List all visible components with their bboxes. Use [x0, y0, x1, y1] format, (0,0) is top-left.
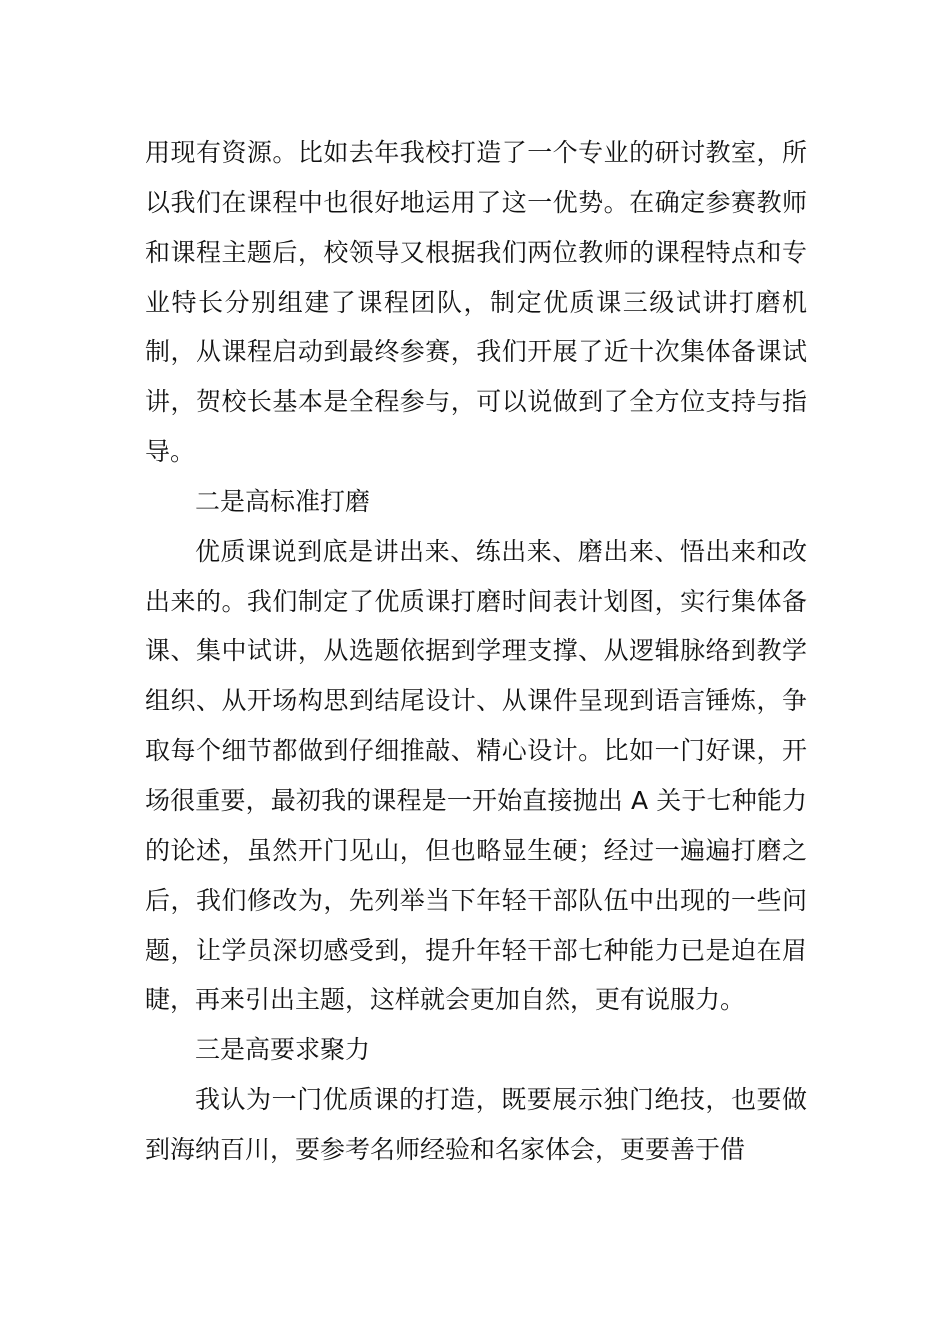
section-heading-high-requirement-focus: 三是高要求聚力	[195, 1035, 371, 1065]
paragraph-focus: 我认为一门优质课的打造，既要展示独门绝技，也要做到海纳百川，要参考名师经验和名家体会，更要善于借	[145, 1085, 807, 1164]
paragraph-resources: 用现有资源。比如去年我校打造了一个专业的研讨教室，所以我们在课程中也很好地运用了这一优势。在确定参赛教师和课程主题后，校领导又根据我们两位教师的课程特点和专业特长分别组建了课程团队，制定优质课三级试讲打磨机制，从课程启动到最终参赛，我们开展了近十次集体备课试讲，贺校长基本是全程参与，可以说做到了全方位支持与指导。	[145, 138, 807, 467]
document-body	[145, 128, 807, 1175]
section-heading-high-standard-polishing: 二是高标准打磨	[195, 486, 371, 516]
paragraph-polishing: 优质课说到底是讲出来、练出来、磨出来、悟出来和改出来的。我们制定了优质课打磨时间表计划图，实行集体备课、集中试讲，从选题依据到学理支撑、从逻辑脉络到教学组织、从开场构思到结尾设计、从课件呈现到语言锤炼，争取每个细节都做到仔细推敲、精心设计。比如一门好课，开场很重要，最初我的课程是一开始直接抛出 A 关于七种能力的论述，虽然开门见山，但也略显生硬；经过一遍遍打磨之后，我们修改为，先列举当下年轻干部队伍中出现的一些问题，让学员深切感受到，提升年轻干部七种能力已是迫在眉睫，再来引出主题，这样就会更加自然，更有说服力。	[145, 536, 807, 1015]
